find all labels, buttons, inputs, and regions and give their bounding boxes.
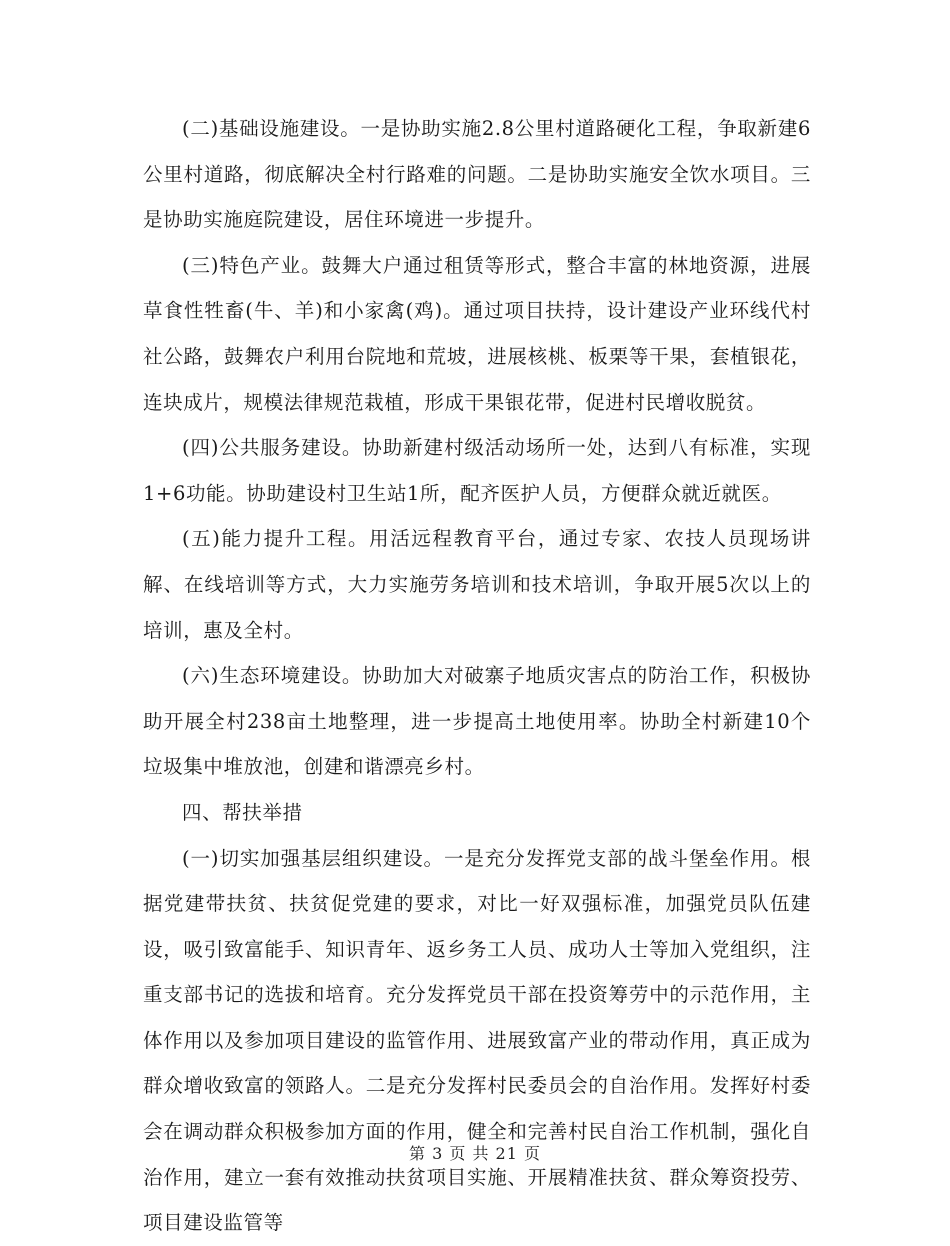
paragraph-ecology: (六)生态环境建设。协助加大对破寨子地质灾害点的防治工作，积极协助开展全村238亩土地整理，进一步提高土地使用率。协助全村新建10个垃圾集中堆放池，创建和谐漂亮乡村。 [143,664,811,779]
page-number-label: 第 3 页 共 21 页 [409,1144,541,1163]
paragraph-public-service: (四)公共服务建设。协助新建村级活动场所一处，达到八有标准，实现1+6功能。协助建设村卫生站1所，配齐医护人员，方便群众就近就医。 [143,436,811,505]
paragraph-special-industry: (三)特色产业。鼓舞大户通过租赁等形式，整合丰富的林地资源，进展草食性牲畜(牛、羊)和小家禽(鸡)。通过项目扶持，设计建设产业环线代村社公路，鼓舞农户利用台院地和荒坡，进展核桃、板栗等干果，套植银花，连块成片，规模法律规范栽植，形成干果银花带，促进村民增收脱贫。 [143,253,811,414]
paragraph-organization: (一)切实加强基层组织建设。一是充分发挥党支部的战斗堡垒作用。根据党建带扶贫、扶贫促党建的要求，对比一好双强标准，加强党员队伍建设，吸引致富能手、知识青年、返乡务工人员、成功人士等加入党组织，注重支部书记的选拔和培育。充分发挥党员干部在投资筹劳中的示范作用，主体作用以及参加项目建设的监管作用、进展致富产业的带动作用，真正成为群众增收致富的领路人。二是充分发挥村民委员会的自治作用。发挥好村委会在调动群众积极参加方面的作用，健全和完善村民自治工作机制，强化自治作用，建立一套有效推动扶贫项目实施、开展精准扶贫、群众筹资投劳、项目建设监管等 [143,846,811,1235]
page-footer [0,1141,950,1164]
section-heading-measures: 四、帮扶举措 [182,800,303,824]
document-body [143,106,811,1246]
paragraph-infrastructure: (二)基础设施建设。一是协助实施2.8公里村道路硬化工程，争取新建6公里村道路，彻底解决全村行路难的问题。二是协助实施安全饮水项目。三是协助实施庭院建设，居住环境进一步提升。 [143,117,811,232]
paragraph-capacity-building: (五)能力提升工程。用活远程教育平台，通过专家、农技人员现场讲解、在线培训等方式，大力实施劳务培训和技术培训，争取开展5次以上的培训，惠及全村。 [143,527,811,642]
